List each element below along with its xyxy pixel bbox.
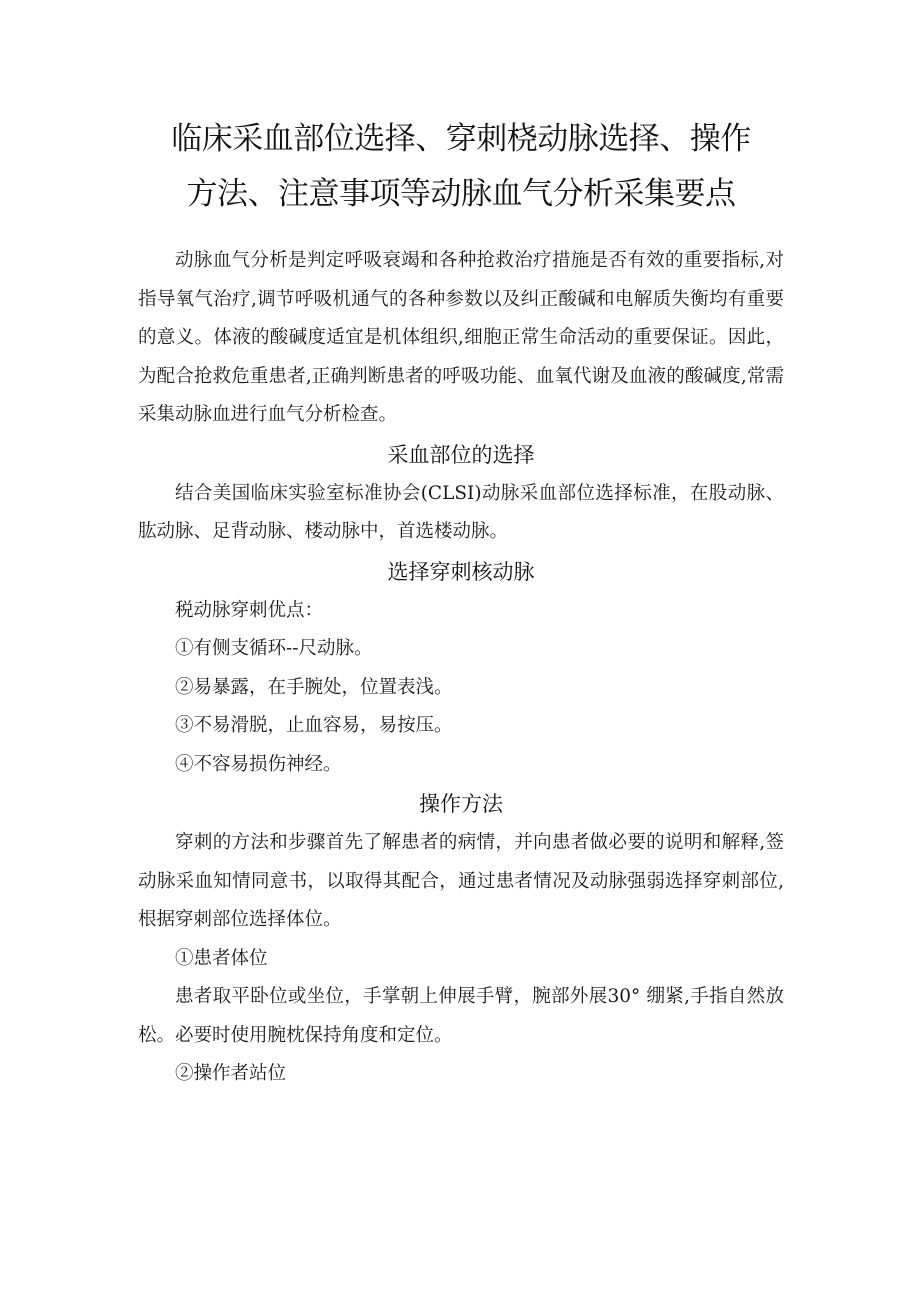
step1-label: ①患者体位 — [175, 947, 268, 969]
section-heading-site-selection: 采血部位的选择 — [387, 442, 535, 467]
list-item: ②易暴露，在手腕处，位置表浅。 — [175, 676, 453, 698]
title-line-2: 方法、注意事项等动脉血气分析采集要点 — [186, 176, 736, 212]
site-selection-paragraph: 结合美国临床实验室标准协会(CLSI)动脉采血部位选择标准，在股动脉、肱动脉、足背动脉、楼动脉中，首选楼动脉。 — [138, 482, 784, 542]
advantages-lead: 税动脉穿刺优点： — [175, 599, 324, 621]
section-heading-radial-artery: 选择穿刺核动脉 — [387, 559, 535, 584]
list-item: ④不容易损伤神经。 — [175, 753, 342, 775]
list-item: ③不易滑脱，止血容易，易按压。 — [175, 715, 453, 736]
title-line-1: 临床采血部位选择、穿刺桡动脉选择、操作 — [171, 121, 751, 157]
procedure-paragraph: 穿刺的方法和步骤首先了解患者的病情，并向患者做必要的说明和解释,签动脉采血知情同意书，以取得其配合，通过患者情况及动脉强弱选择穿刺部位,根据穿刺部位选择体位。 — [138, 832, 784, 930]
step1-paragraph: 患者取平卧位或坐位，手掌朝上伸展手臂，腕部外展30° 绷紧,手指自然放松。必要时使用腕枕保持角度和定位。 — [138, 986, 784, 1046]
intro-paragraph: 动脉血气分析是判定呼吸衰竭和各种抢救治疗措施是否有效的重要指标,对指导氧气治疗,调节呼吸机通气的各种参数以及纠正酸碱和电解质失衡均有重要的意义。体液的酸碱度适宜是机体组织,细胞正常生命活动的重要保证。因此，为配合抢救危重患者,正确判断患者的呼吸功能、血氧代谢及血液的酸碱度,常需采集动脉血进行血气分析检查。 — [138, 250, 784, 425]
section-heading-procedure: 操作方法 — [419, 792, 503, 816]
step2-label: ②操作者站位 — [175, 1063, 287, 1084]
list-item: ①有侧支循环--尺动脉。 — [175, 638, 373, 659]
page-title — [138, 112, 784, 222]
document-page — [138, 112, 784, 1094]
